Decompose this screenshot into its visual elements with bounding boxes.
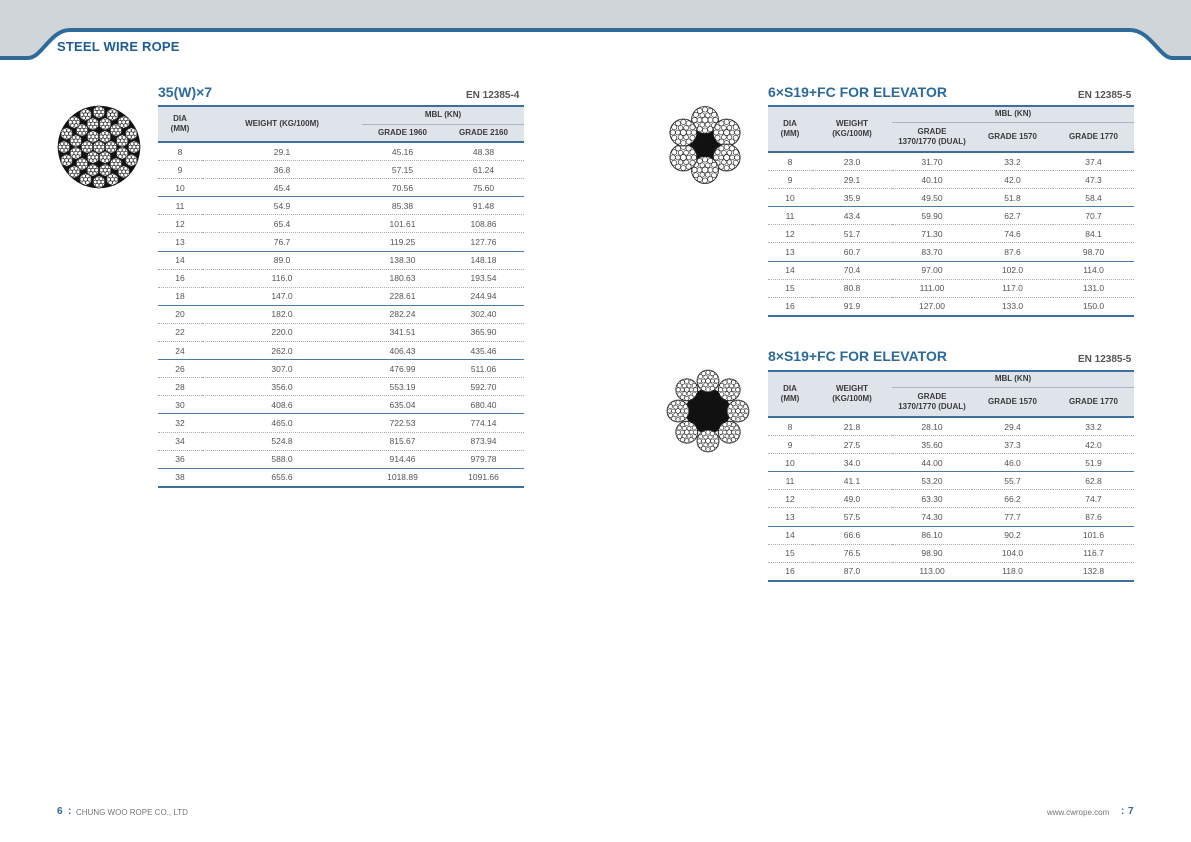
table-cell: 80.8 (812, 279, 892, 297)
table-cell: 22 (158, 323, 202, 341)
table-cell: 12 (768, 490, 812, 508)
table-row (158, 215, 524, 233)
table-cell: 45.4 (202, 179, 362, 197)
table-cell: 98.70 (1053, 243, 1134, 261)
table-cell: 77.7 (972, 508, 1053, 526)
table-cell: 47.3 (1053, 171, 1134, 189)
table-cell: 8 (158, 142, 202, 161)
table-cell: 16 (768, 297, 812, 316)
table-cell: 979.78 (443, 450, 524, 468)
table-cell: 20 (158, 305, 202, 323)
table-cell: 815.67 (362, 432, 443, 450)
table-cell: 116.0 (202, 269, 362, 287)
table-cell: 36.8 (202, 161, 362, 179)
table-cell: 58.4 (1053, 189, 1134, 207)
table-cell: 8 (768, 152, 812, 171)
table-cell: 108.86 (443, 215, 524, 233)
section-standard-35w: EN 12385-4 (466, 90, 520, 101)
table-cell: 12 (158, 215, 202, 233)
table-cell: 29.4 (972, 417, 1053, 436)
table-row (158, 450, 524, 468)
table-cell: 131.0 (1053, 279, 1134, 297)
table-cell: 57.5 (812, 508, 892, 526)
table-cell: 90.2 (972, 526, 1053, 544)
col-header-grade-1770: GRADE 1770 (1053, 122, 1134, 152)
table-cell: 356.0 (202, 378, 362, 396)
table-cell: 53.20 (892, 472, 972, 490)
table-cell: 180.63 (362, 269, 443, 287)
table-cell: 40.10 (892, 171, 972, 189)
table-row (158, 378, 524, 396)
table-cell: 57.15 (362, 161, 443, 179)
table-cell: 66.2 (972, 490, 1053, 508)
table-cell: 24 (158, 342, 202, 360)
table-cell: 8 (768, 417, 812, 436)
table-row (768, 526, 1134, 544)
section-title-8x19: 8×S19+FC FOR ELEVATOR (768, 348, 947, 364)
table-cell: 34.0 (812, 454, 892, 472)
table-row (158, 287, 524, 305)
table-cell: 228.61 (362, 287, 443, 305)
table-cell: 49.50 (892, 189, 972, 207)
table-cell: 23.0 (812, 152, 892, 171)
table-cell: 37.4 (1053, 152, 1134, 171)
table-cell: 150.0 (1053, 297, 1134, 316)
table-cell: 13 (768, 243, 812, 261)
col-header-weight: WEIGHT (KG/100M) (812, 371, 892, 417)
table-row (158, 360, 524, 378)
table-cell: 118.0 (972, 562, 1053, 581)
table-cell: 36 (158, 450, 202, 468)
table-cell: 27.5 (812, 436, 892, 454)
table-cell: 87.6 (972, 243, 1053, 261)
table-cell: 341.51 (362, 323, 443, 341)
table-cell: 97.00 (892, 261, 972, 279)
table-row (158, 233, 524, 251)
table-cell: 138.30 (362, 251, 443, 269)
table-cell: 10 (768, 189, 812, 207)
table-cell: 282.24 (362, 305, 443, 323)
wire-rope-6x19-icon (665, 104, 745, 186)
table-cell: 14 (158, 251, 202, 269)
table-row (768, 436, 1134, 454)
table-body-35w (158, 142, 524, 487)
table-cell: 63.30 (892, 490, 972, 508)
table-cell: 91.9 (812, 297, 892, 316)
table-cell: 722.53 (362, 414, 443, 432)
table-cell: 101.61 (362, 215, 443, 233)
table-cell: 11 (158, 197, 202, 215)
table-cell: 33.2 (1053, 417, 1134, 436)
table-cell: 41.1 (812, 472, 892, 490)
table-cell: 49.0 (812, 490, 892, 508)
brand-title: STEEL WIRE ROPE (57, 39, 180, 54)
footer-page-left: 6 (57, 806, 63, 817)
table-cell: 408.6 (202, 396, 362, 414)
table-cell: 62.7 (972, 207, 1053, 225)
table-cell: 28.10 (892, 417, 972, 436)
col-header-weight: WEIGHT (KG/100M) (812, 106, 892, 152)
table-cell: 524.8 (202, 432, 362, 450)
col-header-grade-1570: GRADE 1570 (972, 387, 1053, 417)
table-cell: 74.30 (892, 508, 972, 526)
table-row (768, 243, 1134, 261)
table-cell: 84.1 (1053, 225, 1134, 243)
table-row (158, 432, 524, 450)
table-cell: 29.1 (812, 171, 892, 189)
table-cell: 70.4 (812, 261, 892, 279)
table-cell: 62.8 (1053, 472, 1134, 490)
table-cell: 83.70 (892, 243, 972, 261)
footer-company: CHUNG WOO ROPE CO., LTD (76, 808, 188, 817)
table-cell: 127.00 (892, 297, 972, 316)
table-cell: 14 (768, 526, 812, 544)
table-cell: 244.94 (443, 287, 524, 305)
table-cell: 28 (158, 378, 202, 396)
table-cell: 70.7 (1053, 207, 1134, 225)
table-row (768, 490, 1134, 508)
table-cell: 588.0 (202, 450, 362, 468)
table-cell: 51.9 (1053, 454, 1134, 472)
table-cell: 113.00 (892, 562, 972, 581)
table-cell: 114.0 (1053, 261, 1134, 279)
table-cell: 76.7 (202, 233, 362, 251)
table-cell: 435.46 (443, 342, 524, 360)
col-header-grade-2160: GRADE 2160 (443, 124, 524, 142)
table-cell: 61.24 (443, 161, 524, 179)
col-header-weight: WEIGHT (KG/100M) (202, 106, 362, 142)
table-cell: 32 (158, 414, 202, 432)
table-row (768, 454, 1134, 472)
table-cell: 102.0 (972, 261, 1053, 279)
table-cell: 774.14 (443, 414, 524, 432)
table-cell: 147.0 (202, 287, 362, 305)
table-cell: 74.7 (1053, 490, 1134, 508)
table-cell: 307.0 (202, 360, 362, 378)
wire-rope-8x19-icon (665, 368, 751, 454)
table-cell: 43.4 (812, 207, 892, 225)
table-cell: 262.0 (202, 342, 362, 360)
table-cell: 15 (768, 544, 812, 562)
table-cell: 116.7 (1053, 544, 1134, 562)
col-header-mbl: MBL (KN) (892, 106, 1134, 122)
table-cell: 1091.66 (443, 468, 524, 487)
table-cell: 680.40 (443, 396, 524, 414)
section-title-6x19: 6×S19+FC FOR ELEVATOR (768, 84, 947, 100)
table-cell: 33.2 (972, 152, 1053, 171)
spec-table-35w (158, 105, 524, 488)
table-cell: 26 (158, 360, 202, 378)
section-title-35w: 35(W)×7 (158, 84, 213, 100)
table-cell: 74.6 (972, 225, 1053, 243)
table-cell: 15 (768, 279, 812, 297)
col-header-grade-1770: GRADE 1770 (1053, 387, 1134, 417)
table-row (158, 414, 524, 432)
table-cell: 86.10 (892, 526, 972, 544)
table-cell: 29.1 (202, 142, 362, 161)
section-standard-8x19: EN 12385-5 (1078, 354, 1132, 365)
table-cell: 76.5 (812, 544, 892, 562)
table-cell: 873.94 (443, 432, 524, 450)
table-cell: 16 (768, 562, 812, 581)
section-standard-6x19: EN 12385-5 (1078, 90, 1132, 101)
table-cell: 87.0 (812, 562, 892, 581)
table-cell: 117.0 (972, 279, 1053, 297)
footer-website[interactable]: www.cwrope.com (1047, 808, 1110, 817)
spec-table-6x19 (768, 105, 1134, 317)
table-row (768, 207, 1134, 225)
table-cell: 182.0 (202, 305, 362, 323)
table-cell: 511.06 (443, 360, 524, 378)
table-cell: 42.0 (1053, 436, 1134, 454)
table-cell: 406.43 (362, 342, 443, 360)
table-cell: 11 (768, 472, 812, 490)
table-cell: 18 (158, 287, 202, 305)
col-header-dia: DIA (MM) (768, 371, 812, 417)
table-cell: 34 (158, 432, 202, 450)
table-cell: 13 (158, 233, 202, 251)
table-cell: 31.70 (892, 152, 972, 171)
table-body-8x19 (768, 417, 1134, 581)
table-cell: 35.9 (812, 189, 892, 207)
table-cell: 465.0 (202, 414, 362, 432)
table-cell: 635.04 (362, 396, 443, 414)
table-cell: 45.16 (362, 142, 443, 161)
table-row (768, 171, 1134, 189)
table-cell: 9 (768, 171, 812, 189)
col-header-mbl: MBL (KN) (892, 371, 1134, 387)
spec-table-8x19 (768, 370, 1134, 582)
footer-page-right: 7 (1128, 806, 1134, 817)
wire-rope-35wx7-icon (56, 104, 142, 190)
table-cell: 365.90 (443, 323, 524, 341)
col-header-dia: DIA (MM) (158, 106, 202, 142)
table-row (768, 417, 1134, 436)
table-cell: 10 (158, 179, 202, 197)
table-cell: 65.4 (202, 215, 362, 233)
table-cell: 42.0 (972, 171, 1053, 189)
table-cell: 54.9 (202, 197, 362, 215)
table-row (158, 142, 524, 161)
table-cell: 12 (768, 225, 812, 243)
table-cell: 30 (158, 396, 202, 414)
col-header-mbl: MBL (KN) (362, 106, 524, 124)
table-row (158, 179, 524, 197)
table-cell: 111.00 (892, 279, 972, 297)
table-cell: 35.60 (892, 436, 972, 454)
table-row (158, 197, 524, 215)
table-cell: 44.00 (892, 454, 972, 472)
table-cell: 98.90 (892, 544, 972, 562)
table-cell: 60.7 (812, 243, 892, 261)
table-row (158, 468, 524, 487)
table-cell: 85.38 (362, 197, 443, 215)
table-cell: 38 (158, 468, 202, 487)
table-cell: 220.0 (202, 323, 362, 341)
table-cell: 37.3 (972, 436, 1053, 454)
table-cell: 9 (768, 436, 812, 454)
table-row (158, 251, 524, 269)
table-cell: 9 (158, 161, 202, 179)
table-cell: 10 (768, 454, 812, 472)
table-cell: 59.90 (892, 207, 972, 225)
table-cell: 148.18 (443, 251, 524, 269)
table-row (768, 225, 1134, 243)
table-cell: 132.8 (1053, 562, 1134, 581)
table-cell: 592.70 (443, 378, 524, 396)
table-cell: 553.19 (362, 378, 443, 396)
table-cell: 101.6 (1053, 526, 1134, 544)
table-cell: 46.0 (972, 454, 1053, 472)
table-row (158, 342, 524, 360)
col-header-dia: DIA (MM) (768, 106, 812, 152)
table-cell: 87.6 (1053, 508, 1134, 526)
table-cell: 302.40 (443, 305, 524, 323)
table-cell: 66.6 (812, 526, 892, 544)
table-cell: 89.0 (202, 251, 362, 269)
table-cell: 655.6 (202, 468, 362, 487)
table-cell: 21.8 (812, 417, 892, 436)
table-row (158, 161, 524, 179)
table-body-6x19 (768, 152, 1134, 316)
table-cell: 104.0 (972, 544, 1053, 562)
table-cell: 16 (158, 269, 202, 287)
table-cell: 51.7 (812, 225, 892, 243)
table-row (158, 269, 524, 287)
table-row (768, 472, 1134, 490)
table-cell: 193.54 (443, 269, 524, 287)
table-cell: 51.8 (972, 189, 1053, 207)
col-header-grade-dual: GRADE 1370/1770 (DUAL) (892, 387, 972, 417)
col-header-grade-1570: GRADE 1570 (972, 122, 1053, 152)
table-row (158, 396, 524, 414)
table-cell: 119.25 (362, 233, 443, 251)
table-row (768, 544, 1134, 562)
table-row (768, 297, 1134, 316)
table-cell: 13 (768, 508, 812, 526)
table-cell: 127.76 (443, 233, 524, 251)
table-row (768, 261, 1134, 279)
col-header-grade-dual: GRADE 1370/1770 (DUAL) (892, 122, 972, 152)
table-cell: 14 (768, 261, 812, 279)
header-banner (0, 0, 1191, 70)
table-cell: 914.46 (362, 450, 443, 468)
table-row (768, 508, 1134, 526)
table-row (768, 279, 1134, 297)
col-header-grade-1960: GRADE 1960 (362, 124, 443, 142)
table-row (158, 323, 524, 341)
table-row (158, 305, 524, 323)
table-cell: 476.99 (362, 360, 443, 378)
table-row (768, 189, 1134, 207)
footer-sep-right: : (1121, 806, 1125, 817)
table-row (768, 562, 1134, 581)
table-cell: 91.48 (443, 197, 524, 215)
footer-sep-left: : (68, 806, 72, 817)
table-cell: 55.7 (972, 472, 1053, 490)
table-row (768, 152, 1134, 171)
table-cell: 1018.89 (362, 468, 443, 487)
table-cell: 75.60 (443, 179, 524, 197)
table-cell: 70.56 (362, 179, 443, 197)
table-cell: 48.38 (443, 142, 524, 161)
table-cell: 11 (768, 207, 812, 225)
table-cell: 71.30 (892, 225, 972, 243)
table-cell: 133.0 (972, 297, 1053, 316)
